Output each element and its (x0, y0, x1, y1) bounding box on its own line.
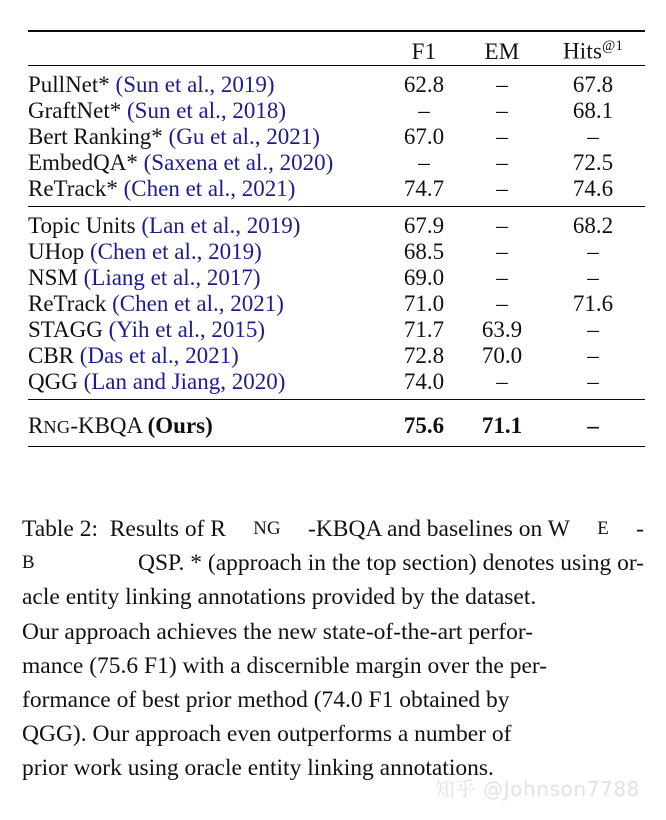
method-citation: (Sun et al., 2019) (115, 71, 275, 97)
table-row (28, 176, 645, 202)
table-row (28, 213, 645, 239)
value-f1: 69.0 (403, 264, 445, 290)
method-citation: (Liang et al., 2017) (83, 264, 261, 290)
method-cell (28, 176, 385, 202)
value-f1: 68.5 (403, 238, 445, 264)
caption-seg: - (636, 516, 644, 542)
method-citation: (Das et al., 2021) (79, 342, 239, 368)
value-hits: – (587, 368, 599, 394)
value-em: – (496, 290, 508, 316)
column-header-hits (541, 38, 645, 65)
value-hits: – (587, 123, 599, 149)
method-citation: (Gu et al., 2021) (168, 123, 320, 149)
value-f1: 74.0 (403, 368, 445, 394)
value-hits: 74.6 (572, 175, 614, 201)
method-name: STAGG (28, 316, 103, 342)
caption-line (22, 512, 644, 546)
method-cell (28, 343, 385, 369)
caption-seg-smallcaps: B (22, 552, 35, 574)
method-citation: (Chen et al., 2019) (89, 238, 262, 264)
table-row (28, 291, 645, 317)
column-header-hits-superscript: @1 (602, 38, 623, 54)
method-name-ours (28, 413, 213, 438)
value-f1: 67.0 (403, 123, 445, 149)
method-citation: (Lan et al., 2019) (141, 212, 301, 238)
caption-line: acle entity linking annotations provided by the dataset. (22, 584, 537, 611)
caption-line: mance (75.6 F1) with a discernible margin over the per- (22, 652, 548, 679)
value-em: 70.0 (481, 342, 523, 368)
column-header-em: EM (484, 38, 520, 64)
method-citation: (Saxena et al., 2020) (143, 149, 334, 175)
caption-seg: -KBQA and baselines on W (308, 516, 570, 542)
value-f1: – (418, 149, 430, 175)
results-table-container (28, 30, 645, 453)
table-header-row (28, 38, 645, 65)
column-header-hits-base: Hits (562, 38, 603, 64)
method-name: NSM (28, 264, 78, 290)
ours-name-rest: -KBQA (70, 412, 148, 438)
ours-name-initial: R (28, 412, 44, 438)
caption-seg: QSP. * (approach in the top section) denotes using or- (138, 550, 644, 577)
value-hits: – (587, 264, 599, 290)
value-em: – (496, 123, 508, 149)
value-em-ours: 71.1 (481, 412, 523, 438)
value-em: – (496, 71, 508, 97)
method-name: ReTrack (28, 290, 107, 316)
caption-seg: Table 2: Results of R (22, 516, 226, 542)
value-hits: 71.6 (572, 290, 614, 316)
caption-line: prior work using oracle entity linking annotations. (22, 755, 494, 782)
value-em: – (496, 97, 508, 123)
table-row (28, 150, 645, 176)
value-hits-ours: – (587, 412, 599, 438)
value-f1: 71.7 (403, 316, 445, 342)
method-citation: (Yih et al., 2015) (108, 316, 266, 342)
method-cell (28, 265, 385, 291)
method-cell (28, 291, 385, 317)
value-hits: 67.8 (572, 71, 614, 97)
value-hits: 68.2 (572, 212, 614, 238)
caption-seg-smallcaps: E (597, 518, 609, 539)
method-citation: (Sun et al., 2018) (127, 97, 287, 123)
method-cell-ours (28, 406, 385, 447)
method-cell (28, 98, 385, 124)
method-name: GraftNet* (28, 97, 122, 123)
method-name: ReTrack* (28, 175, 118, 201)
caption-line (22, 546, 644, 580)
method-cell (28, 213, 385, 239)
table-top-rule (28, 31, 645, 38)
value-f1-ours: 75.6 (403, 412, 445, 438)
method-name: QGG (28, 368, 78, 394)
value-em: – (496, 149, 508, 175)
caption-line: Our approach achieves the new state-of-the-art perfor- (22, 618, 534, 645)
table-caption (22, 512, 644, 786)
value-em: – (496, 368, 508, 394)
method-name: Bert Ranking* (28, 123, 163, 149)
method-citation: (Chen et al., 2021) (112, 290, 284, 316)
value-f1: – (418, 97, 430, 123)
method-name: UHop (28, 238, 85, 264)
method-cell (28, 239, 385, 265)
method-cell (28, 124, 385, 150)
ours-tag: (Ours) (147, 412, 213, 438)
method-citation: (Chen et al., 2021) (123, 175, 296, 201)
value-f1: 72.8 (403, 342, 445, 368)
value-f1: 74.7 (403, 175, 445, 201)
value-em: – (496, 264, 508, 290)
value-em: – (496, 175, 508, 201)
table-body (28, 31, 645, 453)
value-hits: – (587, 316, 599, 342)
table-row (28, 98, 645, 124)
value-em: – (496, 238, 508, 264)
table-row (28, 317, 645, 343)
method-name: PullNet* (28, 71, 110, 97)
method-citation: (Lan and Jiang, 2020) (83, 368, 286, 394)
value-hits: 68.1 (572, 97, 614, 123)
value-em: 63.9 (481, 316, 523, 342)
method-cell (28, 150, 385, 176)
method-name: CBR (28, 342, 75, 368)
caption-seg-smallcaps: NG (253, 518, 281, 539)
ours-name-smallcaps: NG (43, 416, 71, 437)
results-table (28, 30, 645, 453)
column-header-f1: F1 (411, 38, 437, 64)
value-f1: 71.0 (403, 290, 445, 316)
method-cell (28, 72, 385, 98)
value-hits: – (587, 342, 599, 368)
table-row (28, 124, 645, 150)
value-hits: – (587, 238, 599, 264)
method-name: EmbedQA* (28, 149, 138, 175)
value-hits: 72.5 (572, 149, 614, 175)
caption-line: formance of best prior method (74.0 F1 obtained by (22, 687, 510, 714)
method-name: Topic Units (28, 212, 136, 238)
column-header-method (28, 38, 385, 65)
table-row (28, 72, 645, 98)
table-row (28, 343, 645, 369)
caption-line: QGG). Our approach even outperforms a number of (22, 721, 512, 748)
value-f1: 62.8 (403, 71, 445, 97)
method-cell (28, 317, 385, 343)
table-row (28, 239, 645, 265)
value-f1: 67.9 (403, 212, 445, 238)
table-row-ours (28, 406, 645, 447)
value-em: – (496, 212, 508, 238)
method-cell (28, 369, 385, 395)
table-row (28, 265, 645, 291)
table-bottom-rule (28, 446, 645, 453)
table-row (28, 369, 645, 395)
zhihu-watermark: 知乎 @Johnson7788 (434, 777, 640, 801)
